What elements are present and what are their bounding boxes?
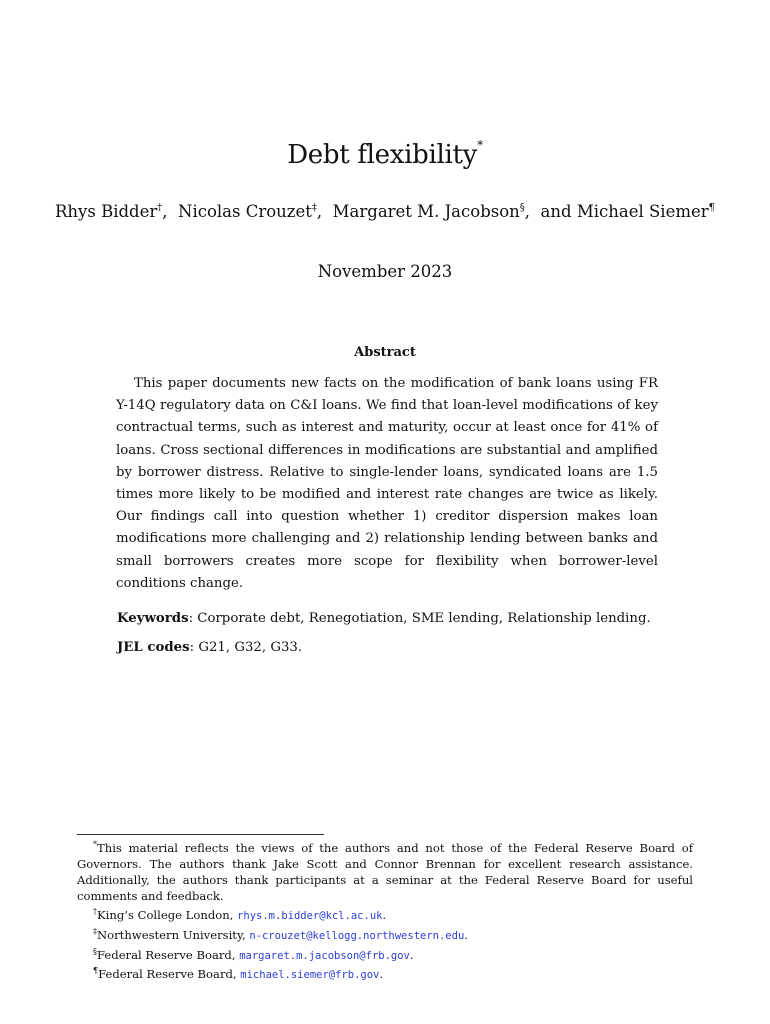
author-mark: † [157,202,163,214]
title-footnote-mark: * [477,138,483,153]
author-mark: ‡ [311,202,317,214]
email-link[interactable]: rhys.m.bidder@kcl.ac.uk [237,909,383,922]
footnotes [77,837,693,983]
author-name: Rhys Bidder [54,202,158,221]
abstract-heading: Abstract [354,345,416,360]
author-mark: § [519,202,525,214]
email-link[interactable]: michael.siemer@frb.gov [240,969,380,982]
keywords-value: : Corporate debt, Renegotiation, SME lending, Relationship lending. [188,611,651,626]
footnote-affiliation: §Federal Reserve Board, margaret.m.jacobson@frb.gov. [93,946,414,962]
footnote-divider [77,834,324,835]
author-name: Margaret M. Jacobson [332,202,520,221]
keywords-label: Keywords [117,611,189,626]
footnote-affiliation: ‡Northwestern University, n-crouzet@kellogg.northwestern.edu. [93,926,468,942]
abstract-text: This paper documents new facts on the modification of bank loans using FR Y-14Q regulatory data on C&I loans. We find that loan-level modifications of key contractual terms, such as interest and maturity, occur at least once for 41% of loans. Cross sectional differences in modifications are substantial and amplified by borrower distress. Relative to single-lender loans, syndicated loans are 1.5 times more likely to be modified and interest rate changes are twice as likely. Our findings call into question whether 1) creditor dispersion makes loan modifications more challenging and 2) relationship lending between banks and small borrowers creates more scope for flexibility when borrower-level conditions change. [116,376,658,591]
keywords-line [117,611,677,626]
jel-codes-line [117,640,677,655]
jel-label: JEL codes [117,640,190,655]
author-list: Rhys Bidder†, Nicolas Crouzet‡, Margaret M. Jacobson§, and Michael Siemer¶ [54,202,716,221]
footnote-acknowledgement: *This material reflects the views of the authors and not those of the Federal Reserve Board of Governors. The authors thank Jake Scott and Connor Brennan for excellent research assistance. Additionally, the authors thank participants at a seminar at the Federal Reserve Board for useful comments and feedback. [77,840,693,903]
email-link[interactable]: n-crouzet@kellogg.northwestern.edu [249,929,465,942]
email-link[interactable]: margaret.m.jacobson@frb.gov [239,949,410,962]
publication-date: November 2023 [317,262,453,281]
jel-value: : G21, G32, G33. [189,640,303,655]
paper-title: Debt flexibility* [287,138,483,170]
footnote-affiliation: †King’s College London, rhys.m.bidder@kcl.ac.uk. [93,906,387,922]
author-name: Michael Siemer [576,202,709,221]
author-mark: ¶ [708,202,716,214]
footnote-affiliation: ¶Federal Reserve Board, michael.siemer@frb.gov. [93,966,384,982]
author-name: Nicolas Crouzet [178,202,312,221]
